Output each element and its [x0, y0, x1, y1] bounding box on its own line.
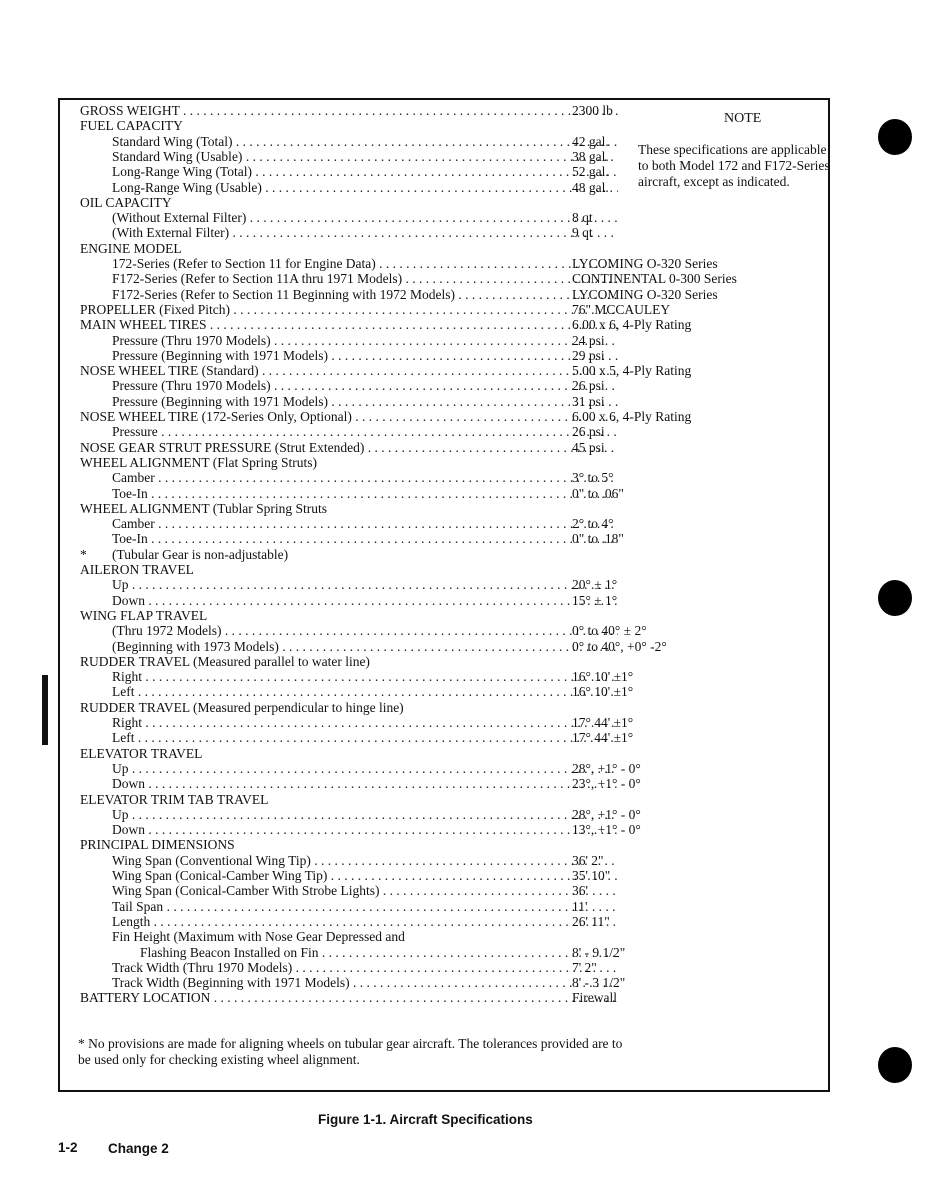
spec-value: LYCOMING O-320 Series — [572, 286, 718, 302]
spec-value: 6.00 x 6, 4-Ply Rating — [572, 317, 692, 333]
spec-row — [60, 669, 828, 685]
spec-row — [60, 608, 828, 624]
spec-value: 28°, +1° - 0° — [572, 760, 641, 776]
spec-label: Toe-In . . . — [112, 486, 618, 502]
spec-value: 35' 10" — [572, 868, 611, 883]
spec-row — [60, 837, 828, 853]
spec-label: Length . . . — [112, 914, 618, 930]
spec-row — [60, 945, 828, 961]
spec-value: 31 psi — [572, 393, 605, 409]
spec-value: 52 gal. — [572, 164, 609, 180]
spec-value: 38 gal. — [572, 148, 609, 164]
spec-label: Pressure (Beginning with 1971 Models) . . . — [112, 348, 618, 364]
spec-label: 172-Series (Refer to Section 11 for Engine Data) . . . — [112, 256, 618, 272]
spec-value: 11' — [572, 898, 588, 914]
spec-label: MAIN WHEEL TIRES . . . — [80, 317, 618, 333]
change-label: Change 2 — [108, 1141, 169, 1156]
spec-label: Up . . . — [112, 761, 618, 777]
spec-label: Long-Range Wing (Usable) . . . — [112, 180, 618, 196]
spec-value: Firewall — [572, 990, 617, 1006]
spec-value: CONTINENTAL 0-300 Series — [572, 271, 737, 287]
spec-value: 16° 10' ±1° — [572, 684, 634, 700]
spec-label: Tail Span . . . — [112, 899, 618, 915]
spec-label: ELEVATOR TRIM TAB TRAVEL — [80, 791, 269, 807]
spec-value: 28°, +1° - 0° — [572, 806, 641, 822]
spec-label: Camber . . . — [112, 516, 618, 532]
spec-row — [60, 929, 828, 945]
spec-label: RUDDER TRAVEL (Measured parallel to water line) — [80, 653, 370, 669]
spec-row — [60, 684, 828, 700]
binder-hole-middle — [878, 580, 912, 616]
spec-label: Track Width (Thru 1970 Models) . . . — [112, 960, 618, 976]
footnote: * No provisions are made for aligning wheels on tubular gear aircraft. The tolerances provided are to be used only for checking existing wheel alignment. — [78, 1036, 623, 1067]
spec-value: 26' 11" — [572, 913, 610, 929]
spec-row — [60, 914, 828, 930]
spec-row — [60, 761, 828, 777]
spec-row — [60, 210, 828, 226]
spec-value: 2° to 4° — [572, 516, 614, 532]
spec-row — [60, 470, 828, 486]
spec-row — [60, 715, 828, 731]
spec-label: Standard Wing (Usable) . . . — [112, 149, 618, 165]
spec-row — [60, 577, 828, 593]
spec-label: BATTERY LOCATION . . . — [80, 990, 618, 1006]
spec-label: Standard Wing (Total) . . . — [112, 134, 618, 150]
spec-value: 26 psi — [572, 424, 605, 440]
spec-row — [60, 516, 828, 532]
spec-label: Left . . . — [112, 684, 618, 700]
spec-label: FUEL CAPACITY — [80, 118, 183, 134]
spec-label: Pressure (Thru 1970 Models) . . . — [112, 333, 618, 349]
spec-label: PRINCIPAL DIMENSIONS — [80, 837, 235, 853]
spec-row — [60, 807, 828, 823]
spec-row — [60, 501, 828, 517]
spec-value: 29 psi — [572, 347, 605, 363]
spec-value: 2300 lb — [572, 103, 613, 118]
spec-value: 8 qt — [572, 210, 593, 226]
spec-row — [60, 455, 828, 471]
spec-value: 17° 44' ±1° — [572, 715, 634, 730]
spec-row — [60, 394, 828, 410]
spec-label: Pressure . . . — [112, 424, 618, 440]
spec-label: Down . . . — [112, 822, 618, 838]
spec-value: 6.00 x 6, 4-Ply Rating — [572, 409, 692, 424]
spec-value: 8' - 3 1/2" — [572, 975, 626, 991]
spec-label: WING FLAP TRAVEL — [80, 607, 208, 623]
spec-row — [60, 195, 828, 211]
spec-label: PROPELLER (Fixed Pitch) . . . — [80, 302, 618, 318]
spec-row — [60, 531, 828, 547]
spec-label: OIL CAPACITY — [80, 194, 172, 210]
spec-value: 24 psi — [572, 332, 605, 348]
spec-value: 20° ± 1° — [572, 577, 618, 593]
spec-label: (Beginning with 1973 Models) . . . — [112, 639, 618, 655]
spec-row — [60, 990, 828, 1006]
spec-row — [60, 287, 828, 303]
spec-value: 15° ± 1° — [572, 592, 618, 608]
spec-label: Wing Span (Conical-Camber Wing Tip) . . . — [112, 868, 618, 884]
spec-row — [60, 883, 828, 899]
spec-label: RUDDER TRAVEL (Measured perpendicular to hinge line) — [80, 699, 404, 715]
spec-label: (With External Filter) . . . — [112, 225, 618, 241]
binder-hole-bottom — [878, 1047, 912, 1083]
spec-value: 76" MCCAULEY — [572, 301, 671, 317]
spec-row — [60, 225, 828, 241]
spec-value: 13°, +1° - 0° — [572, 822, 641, 838]
spec-row — [60, 271, 828, 287]
spec-label: Track Width (Beginning with 1971 Models) . . . — [112, 975, 618, 991]
spec-row — [60, 593, 828, 609]
spec-value: 3° to 5° — [572, 470, 614, 486]
spec-value: 42 gal. — [572, 133, 609, 149]
spec-label: Up . . . — [112, 807, 618, 823]
spec-label: F172-Series (Refer to Section 11 Beginning with 1972 Models) . . . — [112, 287, 618, 303]
spec-label: NOSE WHEEL TIRE (172-Series Only, Optional) . . . — [80, 409, 618, 425]
spec-row — [60, 730, 828, 746]
spec-value: 23°, +1° - 0° — [572, 776, 641, 792]
spec-label: (Without External Filter) . . . — [112, 210, 618, 226]
spec-row — [60, 975, 828, 991]
spec-row — [60, 302, 828, 318]
note-text: These specifications are applicable to both Model 172 and F172-Series aircraft, except as indicated. — [638, 142, 830, 189]
spec-label: ELEVATOR TRAVEL — [80, 745, 203, 761]
spec-value: 0" to .18" — [572, 531, 624, 547]
spec-value: LYCOMING O-320 Series — [572, 256, 718, 271]
spec-label: Flashing Beacon Installed on Fin . . . — [140, 945, 618, 961]
spec-row — [60, 424, 828, 440]
spec-value: 0° to 40° ± 2° — [572, 623, 647, 639]
spec-row — [60, 623, 828, 639]
spec-label: Toe-In . . . — [112, 531, 618, 547]
spec-label: Pressure (Thru 1970 Models) . . . — [112, 378, 618, 394]
spec-value: 7' 2" — [572, 959, 597, 975]
spec-row — [60, 241, 828, 257]
spec-row — [60, 746, 828, 762]
spec-label: (Thru 1972 Models) . . . — [112, 623, 618, 639]
spec-row — [60, 654, 828, 670]
binder-hole-top — [878, 119, 912, 155]
revision-bar — [42, 675, 48, 745]
spec-value: 48 gal. — [572, 179, 609, 195]
spec-label: Pressure (Beginning with 1971 Models) . . . — [112, 394, 618, 410]
spec-row — [60, 792, 828, 808]
spec-label: Down . . . — [112, 776, 618, 792]
spec-row — [60, 486, 828, 502]
spec-label: NOSE WHEEL TIRE (Standard) . . . — [80, 363, 618, 379]
spec-row — [60, 348, 828, 364]
spec-value: 16° 10' ±1° — [572, 669, 634, 685]
note-title: NOTE — [724, 111, 762, 126]
spec-value: 17° 44' ±1° — [572, 730, 634, 746]
spec-label: F172-Series (Refer to Section 11A thru 1971 Models) . . . — [112, 271, 618, 287]
spec-row — [60, 317, 828, 333]
spec-label: WHEEL ALIGNMENT (Tublar Spring Struts — [80, 500, 327, 516]
spec-label: GROSS WEIGHT . . . — [80, 103, 618, 119]
spec-row — [60, 899, 828, 915]
spec-label: Wing Span (Conventional Wing Tip) . . . — [112, 853, 618, 869]
spec-row — [60, 853, 828, 869]
spec-value: 26 psi — [572, 378, 605, 394]
spec-row — [60, 960, 828, 976]
spec-label: ENGINE MODEL — [80, 240, 182, 256]
spec-value: 36' — [572, 883, 588, 899]
footnote-marker: * — [80, 546, 87, 562]
spec-label: AILERON TRAVEL — [80, 562, 194, 577]
spec-label: Up . . . — [112, 577, 618, 593]
spec-label: WHEEL ALIGNMENT (Flat Spring Struts) — [80, 454, 317, 470]
spec-row — [60, 256, 828, 272]
spec-label: NOSE GEAR STRUT PRESSURE (Strut Extended) . . . — [80, 440, 618, 456]
spec-row — [60, 547, 828, 563]
spec-row — [60, 639, 828, 655]
spec-row — [60, 378, 828, 394]
spec-value: 0" to .06" — [572, 485, 624, 501]
spec-value: 0° to 40°, +0° -2° — [572, 638, 667, 654]
figure-caption: Figure 1-1. Aircraft Specifications — [318, 1112, 533, 1127]
spec-row — [60, 333, 828, 349]
spec-label: Left . . . — [112, 730, 618, 746]
spec-value: 9 qt — [572, 225, 593, 241]
spec-value: 45 psi — [572, 439, 605, 455]
spec-row — [60, 118, 828, 134]
spec-row — [60, 409, 828, 425]
spec-label: Wing Span (Conical-Camber With Strobe Lights) . . . — [112, 883, 618, 899]
spec-row — [60, 700, 828, 716]
spec-label: Camber . . . — [112, 470, 618, 486]
spec-label: Long-Range Wing (Total) . . . — [112, 164, 618, 180]
spec-value: 8' - 9 1/2" — [572, 944, 626, 960]
spec-label: Fin Height (Maximum with Nose Gear Depressed and — [112, 929, 405, 945]
specifications-box — [58, 98, 830, 1092]
spec-label: (Tubular Gear is non-adjustable) — [112, 546, 289, 562]
spec-row — [60, 103, 828, 119]
spec-row — [60, 868, 828, 884]
spec-row — [60, 776, 828, 792]
spec-row — [60, 363, 828, 379]
spec-label: Right . . . — [112, 715, 618, 731]
spec-row — [60, 440, 828, 456]
spec-row — [60, 822, 828, 838]
spec-row — [60, 562, 828, 578]
spec-label: Right . . . — [112, 669, 618, 685]
spec-value: 36' 2" — [572, 852, 604, 868]
spec-value: 5.00 x 5, 4-Ply Rating — [572, 363, 692, 379]
page-number: 1-2 — [58, 1140, 78, 1155]
spec-label: Down . . . — [112, 593, 618, 609]
